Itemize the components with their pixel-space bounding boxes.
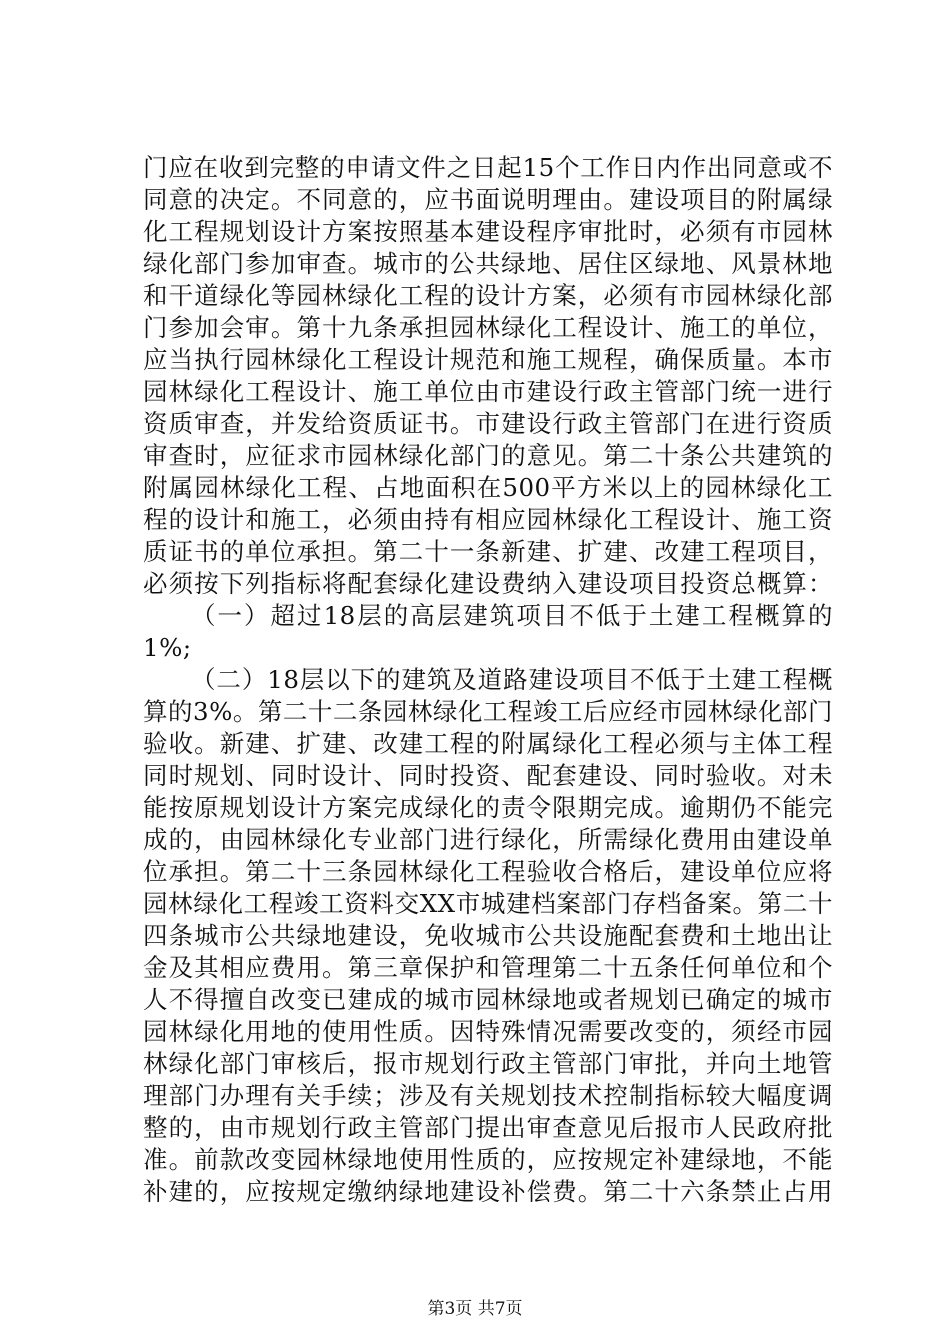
page-number-footer: 第3页 共7页 — [427, 1299, 523, 1319]
text-line: 园林绿化工程设计、施工单位由市建设行政主管部门统一进行 — [143, 377, 833, 406]
text-line: 人不得擅自改变已建成的城市园林绿地或者规划已确定的城市 — [143, 985, 833, 1014]
text-line: 门参加会审。第十九条承担园林绿化工程设计、施工的单位， — [143, 313, 833, 342]
text-line: 整的，由市规划行政主管部门提出审查意见后报市人民政府批 — [143, 1113, 833, 1142]
text-line: 附属园林绿化工程、占地面积在500平方米以上的园林绿化工 — [143, 473, 833, 502]
text-line: 和干道绿化等园林绿化工程的设计方案，必须有市园林绿化部 — [143, 281, 833, 310]
text-line: 能按原规划设计方案完成绿化的责令限期完成。逾期仍不能完 — [143, 793, 833, 822]
document-body — [143, 152, 833, 1208]
text-line: 四条城市公共绿地建设，免收城市公共设施配套费和土地出让 — [143, 921, 833, 950]
text-line: 审查时，应征求市园林绿化部门的意见。第二十条公共建筑的 — [143, 441, 833, 470]
text-line: 应当执行园林绿化工程设计规范和施工规程，确保质量。本市 — [143, 345, 833, 374]
text-line: 补建的，应按规定缴纳绿地建设补偿费。第二十六条禁止占用 — [143, 1177, 833, 1206]
text-line: 林绿化部门审核后，报市规划行政主管部门审批，并向土地管 — [143, 1049, 833, 1078]
text-line: 园林绿化工程竣工资料交XX市城建档案部门存档备案。第二十 — [143, 889, 833, 918]
text-line: 同时规划、同时设计、同时投资、配套建设、同时验收。对未 — [143, 761, 833, 790]
text-line: 理部门办理有关手续；涉及有关规划技术控制指标较大幅度调 — [143, 1081, 833, 1110]
text-line: 资质审查，并发给资质证书。市建设行政主管部门在进行资质 — [143, 409, 833, 438]
text-line: 园林绿化用地的使用性质。因特殊情况需要改变的，须经市园 — [143, 1017, 833, 1046]
list-item-one: （一）超过18层的高层建筑项目不低于土建工程概算的 — [191, 601, 833, 630]
text-line: 质证书的单位承担。第二十一条新建、扩建、改建工程项目， — [143, 537, 833, 566]
text-line: 算的3%。第二十二条园林绿化工程竣工后应经市园林绿化部门 — [143, 697, 833, 726]
list-item-two: （二）18层以下的建筑及道路建设项目不低于土建工程概 — [191, 665, 833, 694]
text-line: 准。前款改变园林绿地使用性质的，应按规定补建绿地，不能 — [143, 1145, 833, 1174]
text-line: 程的设计和施工，必须由持有相应园林绿化工程设计、施工资 — [143, 505, 833, 534]
text-line: 门应在收到完整的申请文件之日起15个工作日内作出同意或不 — [143, 153, 833, 182]
text-line: 位承担。第二十三条园林绿化工程验收合格后，建设单位应将 — [143, 857, 833, 886]
text-line: 金及其相应费用。第三章保护和管理第二十五条任何单位和个 — [143, 953, 833, 982]
text-line: 成的，由园林绿化专业部门进行绿化，所需绿化费用由建设单 — [143, 825, 833, 854]
text-line: 必须按下列指标将配套绿化建设费纳入建设项目投资总概算： — [143, 569, 833, 598]
text-line: 同意的决定。不同意的，应书面说明理由。建设项目的附属绿 — [143, 185, 833, 214]
text-line: 1%; — [143, 633, 192, 662]
text-line: 绿化部门参加审查。城市的公共绿地、居住区绿地、风景林地 — [143, 249, 833, 278]
text-line: 化工程规划设计方案按照基本建设程序审批时，必须有市园林 — [143, 217, 833, 246]
text-line: 验收。新建、扩建、改建工程的附属绿化工程必须与主体工程 — [143, 729, 833, 758]
